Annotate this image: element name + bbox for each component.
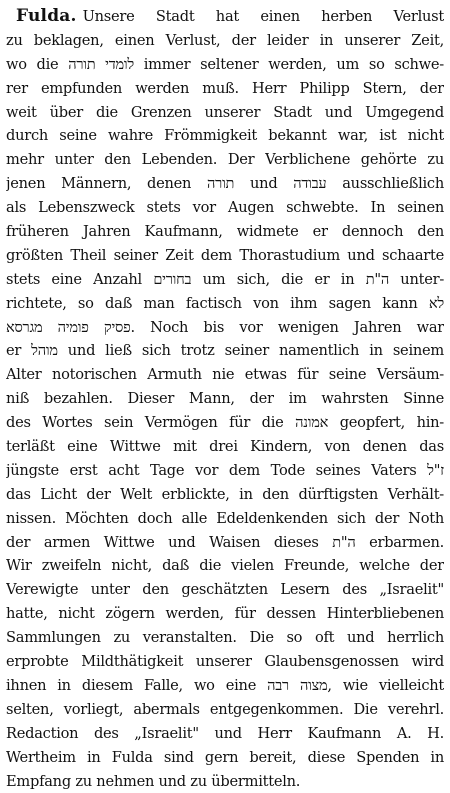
article-line-21: das Licht der Welt erblickte, in den dürftigsten Verhält- <box>6 483 444 507</box>
article-line-6: durch seine wahre Frömmigkeit bekannt war, ist nicht <box>6 124 444 148</box>
article-line-15: er מוהל und ließ sich trotz seiner namentlich in seinem <box>6 339 444 363</box>
article-line-5: weit über die Grenzen unserer Stadt und Umgegend <box>6 101 444 125</box>
article-line-13: richtete, so daß man factisch von ihm sagen kann לא <box>6 292 444 316</box>
article-title: Fulda. <box>16 6 77 26</box>
article-line-18: des Wortes sein Vermögen für die אמונה geopfert, hin- <box>6 411 444 435</box>
article-line-4: rer empfunden werden muß. Herr Philipp Stern, der <box>6 77 444 101</box>
article-line-30: selten, vorliegt, abermals entgegenkommen. Die verehrl. <box>6 698 444 722</box>
article-line-8: jenen Männern, denen תורה und עבודה ausschließlich <box>6 172 444 196</box>
article-line-23: der armen Wittwe und Waisen dieses ה"ת erbarmen. <box>6 531 444 555</box>
article-line-24: Wir zweifeln nicht, daß die vielen Freunde, welche der <box>6 554 444 578</box>
article-line-22: nissen. Möchten doch alle Edeldenkenden sich der Noth <box>6 507 444 531</box>
article-line-17: niß bezahlen. Dieser Mann, der im wahrsten Sinne <box>6 387 444 411</box>
article-line-7: mehr unter den Lebenden. Der Verblichene gehörte zu <box>6 148 444 172</box>
article-line-14: פסיק פומיה מגרסא. Noch bis vor wenigen Jahren war <box>6 316 444 340</box>
article-line-16: Alter notorischen Armuth nie etwas für seine Versäum- <box>6 363 444 387</box>
article-line-33: Empfang zu nehmen und zu übermitteln. <box>6 770 444 793</box>
article-line-3: wo die לומדי תורה immer seltener werden, um so schwe- <box>6 53 444 77</box>
article-line-11: größten Theil seiner Zeit dem Thorastudium und schaarte <box>6 244 444 268</box>
article-line-31: Redaction des „Israelit" und Herr Kaufmann A. H. <box>6 722 444 746</box>
article-line-10: früheren Jahren Kaufmann, widmete er dennoch den <box>6 220 444 244</box>
article-line-text: Unsere Stadt hat einen herben Verlust <box>83 8 444 25</box>
article-line-1 <box>6 5 444 29</box>
article-line-28: erprobte Mildthätigkeit unserer Glaubensgenossen wird <box>6 650 444 674</box>
article-line-32: Wertheim in Fulda sind gern bereit, diese Spenden in <box>6 746 444 770</box>
article-line-19: terläßt eine Wittwe mit drei Kindern, von denen das <box>6 435 444 459</box>
article-line-26: hatte, nicht zögern werden, für dessen Hinterbliebenen <box>6 602 444 626</box>
article-line-9: als Lebenszweck stets vor Augen schwebte. In seinen <box>6 196 444 220</box>
article-line-25: Verewigte unter den geschätzten Lesern des „Israelit" <box>6 578 444 602</box>
article-line-20: jüngste erst acht Tage vor dem Tode seines Vaters ז"ל <box>6 459 444 483</box>
obituary-article <box>6 5 444 793</box>
article-line-27: Sammlungen zu veranstalten. Die so oft und herrlich <box>6 626 444 650</box>
article-line-29: ihnen in diesem Falle, wo eine מצוה רבה, wie vielleicht <box>6 674 444 698</box>
article-line-12: stets eine Anzahl בחורים um sich, die er in ה"ת unter- <box>6 268 444 292</box>
article-line-2: zu beklagen, einen Verlust, der leider in unserer Zeit, <box>6 29 444 53</box>
